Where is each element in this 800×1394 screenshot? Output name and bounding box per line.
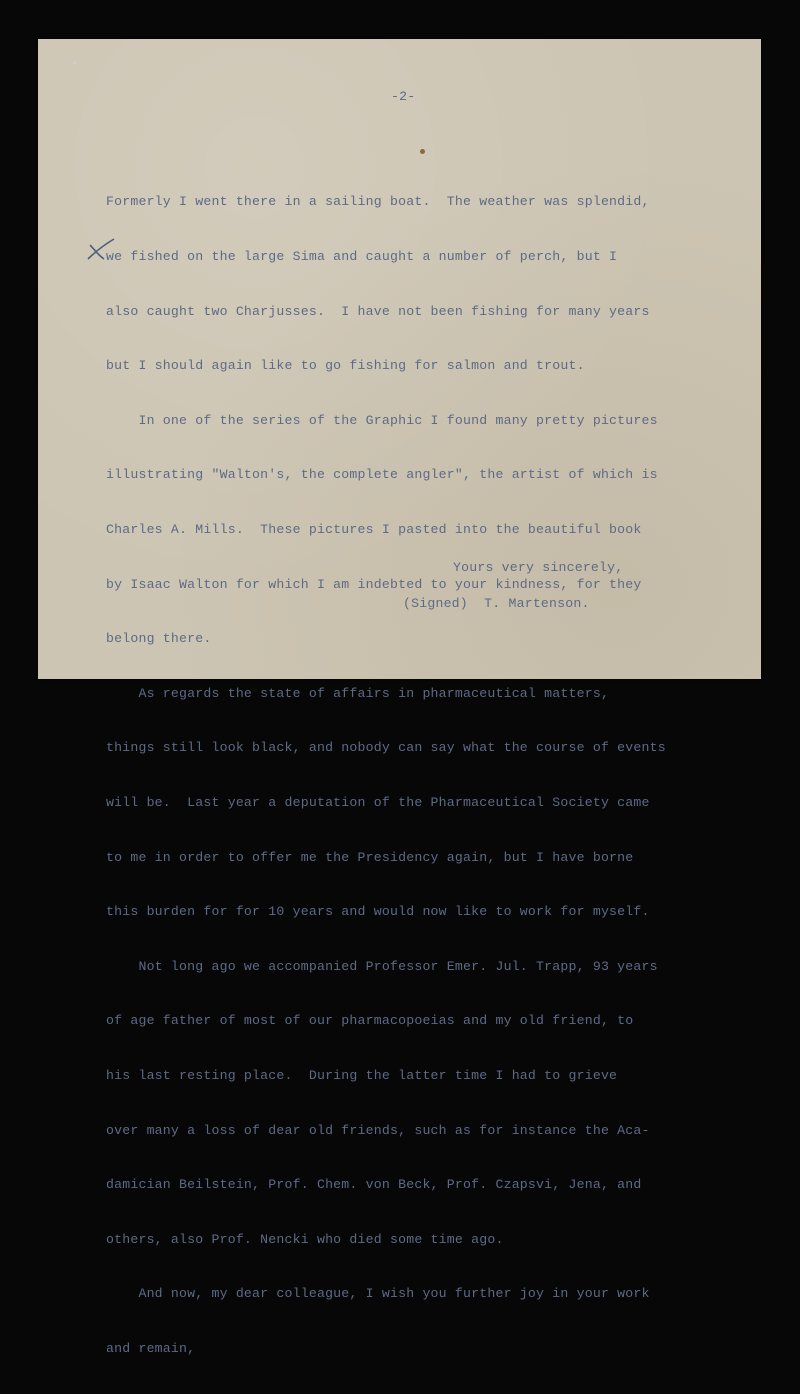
body-line: will be. Last year a deputation of the Pharmaceutical Society came	[106, 794, 650, 810]
body-line: Not long ago we accompanied Professor Emer. Jul. Trapp, 93 years	[106, 958, 658, 974]
body-line: As regards the state of affairs in pharmaceutical matters,	[106, 685, 610, 701]
body-line: In one of the series of the Graphic I found many pretty pictures	[106, 412, 658, 428]
letter-body	[106, 157, 666, 1394]
body-line: damician Beilstein, Prof. Chem. von Beck, Prof. Czapsvi, Jena, and	[106, 1177, 642, 1193]
body-line: and remain,	[106, 1340, 196, 1356]
body-line: belong there.	[106, 631, 212, 647]
signature-line: (Signed) T. Martenson.	[403, 596, 590, 611]
body-line: things still look black, and nobody can say what the course of events	[106, 740, 666, 756]
ink-spot	[420, 149, 425, 154]
scan-speck	[73, 61, 76, 64]
body-line: also caught two Charjusses. I have not been fishing for many years	[106, 303, 650, 319]
body-line: we fished on the large Sima and caught a number of perch, but I	[106, 249, 618, 264]
letter-page	[38, 39, 761, 1356]
page-number: -2-	[391, 89, 416, 104]
body-line: to me in order to offer me the Presidency again, but I have borne	[106, 849, 634, 865]
body-line: illustrating "Walton's, the complete angler", the artist of which is	[106, 467, 658, 483]
closing-salutation: Yours very sincerely,	[453, 560, 624, 575]
body-line: but I should again like to go fishing for salmon and trout.	[106, 358, 585, 374]
body-line: this burden for for 10 years and would now like to work for myself.	[106, 904, 650, 920]
body-line: his last resting place. During the latter time I had to grieve	[106, 1067, 618, 1083]
body-line: And now, my dear colleague, I wish you further joy in your work	[106, 1286, 650, 1302]
body-line: of age father of most of our pharmacopoeias and my old friend, to	[106, 1013, 634, 1029]
body-line: Formerly I went there in a sailing boat. The weather was splendid,	[106, 194, 650, 210]
body-line: over many a loss of dear old friends, such as for instance the Aca-	[106, 1122, 650, 1138]
body-line: Charles A. Mills. These pictures I pasted into the beautiful book	[106, 521, 642, 537]
body-line: by Isaac Walton for which I am indebted to your kindness, for they	[106, 576, 642, 592]
body-line: others, also Prof. Nencki who died some time ago.	[106, 1231, 504, 1247]
